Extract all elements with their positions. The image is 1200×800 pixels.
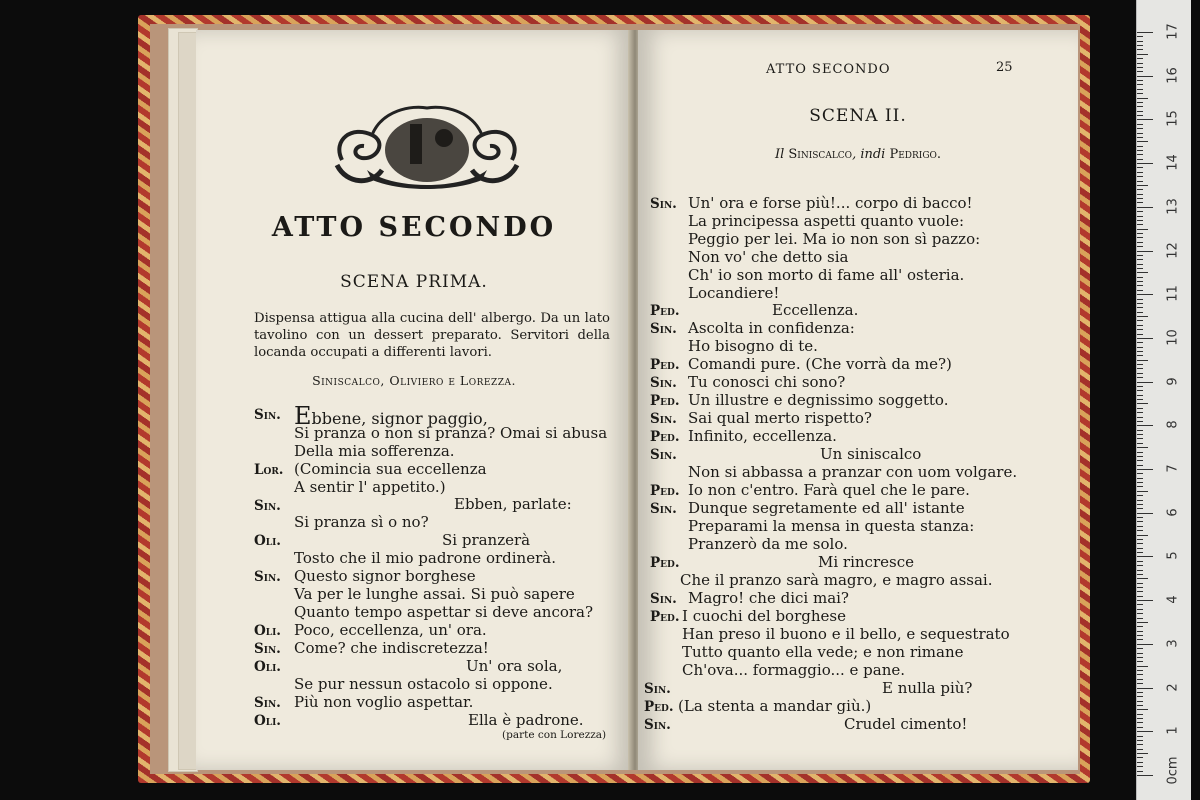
ruler-tick [1137,718,1143,719]
ruler-tick [1137,189,1143,190]
verse-line: Ella è padrone. [468,711,584,729]
stage-setting: Dispensa attigua alla cucina dell' albergo. Da un lato tavolino con un dessert preparato. Servitori della locanda occupati a differenti lavori. [254,311,610,360]
verse-line: Pranzerò da me solo. [688,535,848,553]
verse-line: Un siniscalco [820,445,922,463]
character-pedrigo: Pedrigo. [889,147,942,162]
ruler-tick [1137,631,1143,632]
ruler-tick [1137,465,1143,466]
verse-line: Tutto quanto ella vede; e non rimane [682,643,964,661]
ruler-tick [1137,648,1143,649]
ruler-tick [1137,255,1143,256]
ruler-tick [1137,41,1143,42]
page-number: 25 [996,60,1013,75]
verse-line: Han preso il buono e il bello, e sequestrato [682,625,1010,643]
ruler-tick [1137,513,1153,514]
ruler-tick [1137,412,1143,413]
ruler-tick [1137,674,1143,675]
ruler-tick [1137,237,1143,238]
verse-line: Ascolta in confidenza: [688,319,855,337]
ruler-tick [1137,386,1143,387]
ruler-tick [1137,224,1143,225]
ruler-tick [1137,80,1143,81]
ruler-tick [1137,552,1143,553]
ruler-tick [1137,71,1143,72]
ruler-tick [1137,98,1148,99]
ruler-tick [1137,89,1143,90]
scene-title: SCENA II. [809,106,907,126]
ruler-tick [1137,574,1143,575]
speaker: Sin. [650,501,677,517]
speaker: Oli. [254,713,281,729]
ruler-tick [1137,644,1153,645]
ruler-tick [1137,93,1143,94]
ruler-tick [1137,364,1143,365]
verse-line: Un illustre e degnissimo soggetto. [688,391,949,409]
verse-line: Ho bisogno di te. [688,337,818,355]
ruler-tick [1137,731,1153,732]
ruler-tick [1137,202,1143,203]
verse-line: Io non c'entro. Farà quel che le pare. [688,481,970,499]
ruler-tick [1137,417,1143,418]
ruler-tick [1137,478,1143,479]
scene-characters: Siniscalco, Oliviero e Lorezza. [312,373,516,388]
ruler-tick [1137,84,1143,85]
verse-line: (Comincia sua eccellenza [294,460,487,478]
ruler-tick [1137,137,1143,138]
ruler-tick [1137,530,1143,531]
ruler-tick [1137,639,1143,640]
verse-line: Quanto tempo aspettar si deve ancora? [294,603,594,621]
ruler-label: 14 [1165,154,1181,171]
characters-mid: , indi [852,147,890,162]
ruler-tick [1137,521,1143,522]
ruler-tick [1137,36,1143,37]
ruler-tick [1137,692,1143,693]
verse-line: Ebbene, signor paggio, [294,402,488,430]
ruler-tick [1137,570,1143,571]
ruler-tick [1137,609,1143,610]
ruler-label: 0cm [1165,756,1181,785]
ruler-tick [1137,307,1143,308]
ruler-label: 10 [1165,329,1181,346]
ruler-tick [1137,299,1143,300]
ruler-tick [1137,377,1143,378]
ruler-tick [1137,185,1148,186]
ruler-tick [1137,233,1143,234]
ruler-tick [1137,757,1143,758]
verse-line: A sentir l' appetito.) [294,478,446,496]
ruler-label: 11 [1165,285,1181,302]
ruler-tick [1137,565,1143,566]
ruler-tick [1137,216,1143,217]
verse-line: I cuochi del borghese [682,607,846,625]
ruler-tick [1137,294,1153,295]
ruler-tick [1137,556,1153,557]
ruler-tick [1137,622,1148,623]
ruler-tick [1137,395,1143,396]
ruler-tick [1137,242,1143,243]
ruler-tick [1137,150,1143,151]
ruler-tick [1137,76,1153,77]
drop-cap: E [294,402,312,430]
ruler-tick [1137,320,1143,321]
speaker: Sin. [254,407,281,423]
ruler-tick [1137,535,1148,536]
ruler-tick [1137,766,1143,767]
verse-line: Si pranza sì o no? [294,513,429,531]
ruler-tick [1137,587,1143,588]
ruler-tick [1137,207,1153,208]
speaker: Sin. [644,681,671,697]
ruler-tick [1137,360,1148,361]
ruler-tick [1137,399,1143,400]
ornament-vignette-icon [332,100,522,190]
ruler-tick [1137,63,1143,64]
ruler-tick [1137,251,1153,252]
speaker: Sin. [254,641,281,657]
ruler-tick [1137,194,1143,195]
ruler-tick [1137,495,1143,496]
speaker: Sin. [254,498,281,514]
ruler-tick [1137,709,1148,710]
ruler-tick [1137,425,1153,426]
ruler-tick [1137,613,1143,614]
verse-line: La principessa aspetti quanto vuole: [688,212,965,230]
verse-line: Si pranzerà [442,531,531,549]
verse-line: Più non voglio aspettar. [294,693,474,711]
ruler-tick [1137,163,1153,164]
verse-line: Locandiere! [688,284,780,302]
ruler-tick [1137,548,1143,549]
ruler-tick [1137,749,1143,750]
speaker: Sin. [254,569,281,585]
verse-line: Ch' io son morto di fame all' osteria. [688,266,965,284]
characters-prefix: Il [774,147,789,162]
ruler-label: 9 [1165,376,1181,386]
ruler-tick [1137,443,1143,444]
speaker: Oli. [254,659,281,675]
ruler-tick [1137,539,1143,540]
ruler-tick [1137,303,1143,304]
verse-line: Poco, eccellenza, un' ora. [294,621,487,639]
ruler-label: 15 [1165,110,1181,128]
ruler-tick [1137,32,1153,33]
speaker: Sin. [650,196,677,212]
ruler-tick [1137,277,1143,278]
verse-line: Ebben, parlate: [454,495,572,513]
ruler-tick [1137,482,1143,483]
verse-line: Comandi pure. (Che vorrà da me?) [688,355,952,373]
ruler-tick [1137,220,1143,221]
verse-line: Come? che indiscretezza! [294,639,489,657]
ruler-label: 4 [1165,595,1181,604]
verse-line: Infinito, eccellenza. [688,427,837,445]
ruler-tick [1137,591,1143,592]
speaker: Oli. [254,533,281,549]
ruler-tick [1137,325,1143,326]
ruler-tick [1137,775,1153,776]
ruler-tick [1137,744,1143,745]
verse-line: Preparami la mensa in questa stanza: [688,517,975,535]
ruler-tick [1137,49,1143,50]
verse-line: Tu conosci chi sono? [688,373,846,391]
speaker: Lor. [254,462,284,478]
ruler-tick [1137,469,1153,470]
ruler-tick [1137,181,1143,182]
ruler-tick [1137,45,1143,46]
ruler-tick [1137,635,1143,636]
speaker: Sin. [254,695,281,711]
verse-line: Tosto che il mio padrone ordinerà. [294,549,556,567]
ruler-tick [1137,259,1143,260]
verse-line: (La stenta a mandar giù.) [678,697,872,715]
verse-line: Che il pranzo sarà magro, e magro assai. [680,571,993,589]
speaker: Ped. [650,393,680,409]
ruler-tick [1137,661,1143,662]
verse-line: Crudel cimento! [844,715,968,733]
ruler-tick [1137,561,1143,562]
ruler-tick [1137,329,1143,330]
verse-line: Questo signor borghese [294,567,476,585]
ruler-tick [1137,526,1143,527]
ruler-label: 13 [1165,198,1181,215]
verse-line: Non vo' che detto sia [688,248,849,266]
speaker: Sin. [650,375,677,391]
ruler-tick [1137,390,1143,391]
ruler-label: 3 [1165,639,1181,648]
ruler-tick [1137,679,1143,680]
ruler-label: 12 [1165,241,1181,259]
ruler-label: 6 [1165,508,1181,517]
ruler-tick [1137,373,1143,374]
ruler-tick [1137,285,1143,286]
ruler-label: 5 [1165,551,1181,561]
ruler-tick [1137,198,1143,199]
ruler-tick [1137,421,1143,422]
ruler-tick [1137,452,1143,453]
ruler-tick [1137,342,1143,343]
ruler-tick [1137,583,1143,584]
verse-line: Eccellenza. [772,301,859,319]
ruler-tick [1137,133,1143,134]
ruler-tick [1137,666,1148,667]
speaker: Sin. [650,321,677,337]
ruler-tick [1137,438,1143,439]
ruler-tick [1137,473,1143,474]
ruler-label: 1 [1165,726,1181,735]
ruler-tick [1137,596,1143,597]
speaker: Sin. [650,591,677,607]
ruler-tick [1137,683,1143,684]
verse-line: Sai qual merto rispetto? [688,409,872,427]
scene-characters [638,147,1078,162]
ruler-tick [1137,456,1143,457]
ruler-tick [1137,316,1148,317]
ruler-tick [1137,722,1143,723]
ruler-tick [1137,626,1143,627]
ruler-tick [1137,159,1143,160]
ruler-tick [1137,762,1143,763]
ruler-tick [1137,281,1143,282]
ruler-tick [1137,705,1143,706]
ruler-tick [1137,740,1143,741]
ruler-tick [1137,355,1143,356]
right-page [638,30,1078,770]
ruler-tick [1137,246,1143,247]
ruler-tick [1137,111,1143,112]
ruler-tick [1137,102,1143,103]
ruler-tick [1137,408,1143,409]
ruler-tick [1137,146,1143,147]
verse-line: Se pur nessun ostacolo si oppone. [294,675,553,693]
ruler-tick [1137,670,1143,671]
ruler-tick [1137,460,1143,461]
character-siniscalco: Siniscalco [788,147,853,162]
ruler-tick [1137,128,1143,129]
speaker: Sin. [650,447,677,463]
ruler-tick [1137,58,1143,59]
verse-line: Peggio per lei. Ma io non son sì pazzo: [688,230,981,248]
speaker: Sin. [644,717,671,733]
verse-line: Va per le lunghe assai. Si può sapere [294,585,575,603]
left-page [196,30,632,770]
running-head: ATTO SECONDO [766,62,891,77]
ruler-label: 8 [1165,420,1181,429]
ruler-tick [1137,504,1143,505]
ruler-tick [1137,618,1143,619]
ruler-tick [1137,491,1148,492]
speaker: Sin. [650,411,677,427]
ruler-tick [1137,604,1143,605]
ruler-tick [1137,176,1143,177]
ruler-label: 17 [1165,23,1181,40]
ruler-tick [1137,368,1143,369]
ruler-tick [1137,119,1153,120]
speaker: Ped. [644,699,674,715]
ruler-tick [1137,500,1143,501]
ruler-tick [1137,653,1143,654]
ruler-label: 2 [1165,682,1181,692]
verse-line: Ch'ova... formaggio... e pane. [682,661,906,679]
stage-direction: (parte con Lorezza) [502,729,607,741]
verse-line: Un' ora e forse più!... corpo di bacco! [688,194,973,212]
verse-line: Si pranza o non si pranza? Omai si abusa [294,424,608,442]
ruler-tick [1137,272,1148,273]
ruler-tick [1137,701,1143,702]
ruler-tick [1137,508,1143,509]
ruler-tick [1137,600,1153,601]
verse-line: Magro! che dici mai? [688,589,849,607]
verse-line: Mi rincresce [818,553,914,571]
ruler-tick [1137,268,1143,269]
ruler-tick [1137,657,1143,658]
ruler-tick [1137,486,1143,487]
ruler-tick [1137,229,1148,230]
speaker: Oli. [254,623,281,639]
ruler-tick [1137,334,1143,335]
ruler-tick [1137,696,1143,697]
ruler-tick [1137,338,1153,339]
verse-line: Non si abbassa a pranzar con uom volgare. [688,463,1018,481]
verse-line: Della mia sofferenza. [294,442,455,460]
ruler-tick [1137,347,1143,348]
ruler-tick [1137,67,1143,68]
verse-line: Dunque segretamente ed all' istante [688,499,965,517]
ruler-tick [1137,141,1148,142]
ruler-tick [1137,727,1143,728]
ruler-tick [1137,167,1143,168]
ruler-tick [1137,771,1143,772]
ruler-tick [1137,172,1143,173]
ruler-tick [1137,753,1148,754]
ruler-tick [1137,351,1143,352]
act-title: ATTO SECONDO [271,212,557,243]
ruler-tick [1137,517,1143,518]
scene-title: SCENA PRIMA. [340,272,488,292]
ruler-tick [1137,736,1143,737]
verse-line: E nulla più? [882,679,973,697]
speaker: Ped. [650,483,680,499]
ruler-tick [1137,434,1143,435]
speaker: Ped. [650,429,680,445]
ruler-tick [1137,430,1143,431]
ruler-tick [1137,403,1148,404]
ruler-tick [1137,124,1143,125]
ruler-tick [1137,106,1143,107]
ruler-label: 7 [1165,464,1181,473]
ruler-tick [1137,312,1143,313]
ruler-tick [1137,382,1153,383]
speaker: Ped. [650,303,680,319]
ruler-tick [1137,290,1143,291]
ruler-tick [1137,211,1143,212]
measurement-ruler [1136,0,1191,800]
ruler-tick [1137,688,1153,689]
speaker: Ped. [650,357,680,373]
ruler-tick [1137,54,1148,55]
ruler-tick [1137,714,1143,715]
verse-line: Un' ora sola, [466,657,563,675]
ruler-label: 16 [1165,66,1181,84]
ruler-tick [1137,264,1143,265]
speaker: Ped. [650,555,680,571]
ruler-tick [1137,447,1148,448]
ruler-tick [1137,578,1148,579]
ruler-tick [1137,154,1143,155]
ruler-tick [1137,115,1143,116]
speaker: Ped. [650,609,680,625]
ruler-tick [1137,543,1143,544]
